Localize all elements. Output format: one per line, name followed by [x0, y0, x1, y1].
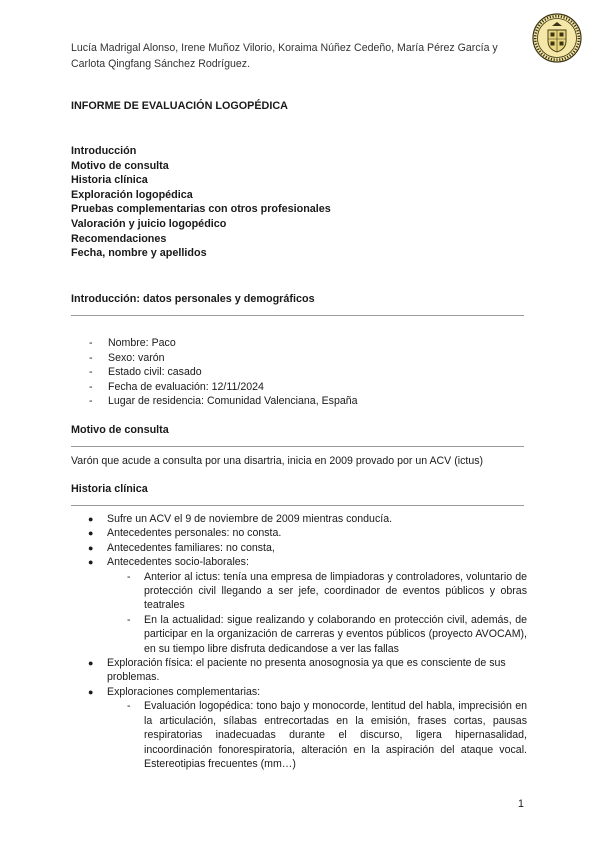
list-item: ● Exploración física: el paciente no presenta anosognosia ya que es consciente de sus problemas.: [88, 657, 506, 684]
bullet-icon: ●: [88, 542, 94, 553]
toc-item: Valoración y juicio logopédico: [71, 217, 227, 230]
authors-line-2: Carlota Qingfang Sánchez Rodríguez.: [71, 58, 251, 70]
sub-list-item: - Anterior al ictus: tenía una empresa de limpiadoras y controladores, voluntario de protección civil llegando a ser jefe, coordinador de eventos públicos y obras teatrales: [127, 570, 527, 612]
report-title: INFORME DE EVALUACIÓN LOGOPÉDICA: [71, 100, 288, 112]
motivo-text: Varón que acude a consulta por una disartria, inicia en 2009 provado por un ACV (ictus): [71, 455, 484, 467]
bullet-icon: ●: [88, 514, 94, 524]
toc-item: Exploración logopédica: [71, 188, 193, 201]
table-of-contents: [71, 144, 331, 261]
historia-list: [71, 512, 527, 771]
intro-heading: Introducción: datos personales y demográficos: [71, 293, 315, 305]
toc-item: Fecha, nombre y apellidos: [71, 247, 207, 260]
list-item: ● Exploraciones complementarias:: [88, 685, 261, 698]
list-item: - Sexo: varón: [89, 351, 165, 364]
list-item: ● Antecedentes familiares: no consta,: [88, 541, 275, 554]
personal-data-list: [71, 336, 358, 409]
list-item: ● Antecedentes personales: no consta.: [88, 527, 282, 540]
bullet-icon: ●: [88, 557, 94, 568]
university-seal-icon: [532, 13, 582, 63]
historia-heading: Historia clínica: [71, 483, 148, 495]
toc-item: Motivo de consulta: [71, 159, 169, 172]
list-item: - Fecha de evaluación: 12/11/2024: [89, 380, 264, 393]
sub-list-item: - Evaluación logopédica: tono bajo y monocorde, lentitud del habla, imprecisión en la articulación, sílabas entrecortadas en la emisión, frases cortas, pausas respiratorias inadecuadas durante el discurso, ligera hipernasalidad, incoordinación fonorespiratoria, alteración en la aspiración del ataque vocal. Estereotipias frecuentes (mm…): [127, 700, 527, 770]
toc-item: Recomendaciones: [71, 232, 167, 245]
list-item: - Nombre: Paco: [89, 337, 176, 349]
section-divider: [71, 446, 524, 447]
motivo-heading: Motivo de consulta: [71, 424, 169, 436]
list-item: ● Antecedentes socio-laborales:: [88, 556, 249, 569]
section-divider: [71, 315, 524, 316]
toc-item: Pruebas complementarias con otros profesionales: [71, 203, 331, 216]
section-divider: [71, 505, 524, 506]
toc-item: Introducción: [71, 145, 137, 157]
bullet-icon: ●: [88, 528, 94, 539]
toc-item: Historia clínica: [71, 174, 148, 187]
list-item: - Lugar de residencia: Comunidad Valenciana, España: [89, 395, 358, 408]
list-item: ● Sufre un ACV el 9 de noviembre de 2009 mientras conducía.: [88, 513, 393, 525]
page-number: 1: [518, 798, 524, 810]
sub-list-item: - En la actualidad: sigue realizando y colaborando en protección civil, además, de participar en la organización de carreras y eventos públicos (proyecto AVOCAM), en su tiempo libre disfruta dedicandose a ver las fallas: [127, 613, 527, 655]
bullet-icon: ●: [88, 658, 94, 669]
bullet-icon: ●: [88, 686, 94, 697]
authors-line-1: Lucía Madrigal Alonso, Irene Muñoz Vilorio, Koraima Núñez Cedeño, María Pérez García y: [71, 42, 498, 54]
authors-header: [71, 40, 531, 72]
list-item: - Estado civil: casado: [89, 366, 202, 379]
